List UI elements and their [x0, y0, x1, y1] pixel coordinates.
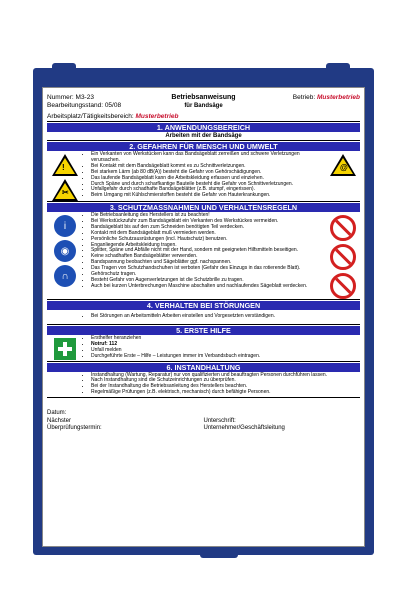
list-item: • Persönliche Schutzausrüstungen (incl. Hautschutz) benutzen. [91, 237, 326, 243]
wear-goggles-icon: ◉ [54, 240, 76, 262]
list-item: • Enganliegende Arbeitskleidung tragen. [91, 243, 326, 249]
company-label: Betrieb: [292, 94, 317, 101]
list-item: • Die Betriebsanleitung des Herstellers ist zu beachten! [91, 213, 326, 219]
list-item: • Bandspannung beobachten und Sägeblätter ggf. nachspannen. [91, 260, 326, 266]
document-number: Nummer: M3-23 [47, 94, 94, 101]
cut-hazard-icon: ✂ [52, 179, 78, 201]
section-6 [47, 372, 360, 399]
list-item: • Das laufende Bandsägeblatt kann die Arbeitskleidung erfassen und einziehen. [91, 176, 326, 182]
list-item: • Kontakt mit dem Bandsägeblatt muß vermieden werden. [91, 231, 326, 237]
review-date-label: Überprüfungstermin: [47, 425, 102, 432]
company-name: Musterbetrieb [317, 94, 360, 101]
signature-block [47, 410, 360, 433]
section-3 [47, 212, 360, 300]
list-item: • Notruf: 112 [91, 342, 360, 348]
document-subtitle: für Bandsäge [184, 103, 223, 109]
wear-hearing-protection-icon: ∩ [54, 265, 76, 287]
no-reaching-icon [330, 244, 356, 270]
read-manual-icon: i [54, 215, 76, 237]
entanglement-hazard-icon: @ [330, 154, 356, 176]
sheet-header [47, 94, 360, 110]
instruction-sheet [42, 87, 365, 547]
list-item: • Ersthelfer heranziehen [91, 336, 360, 342]
section-2 [47, 151, 360, 202]
list-item: • Bei Störungen an Arbeitsmitteln Arbeiten einstellen und Vorgesetzten verständigen. [91, 314, 360, 320]
list-item: • Bandsägeblatt bis auf den zum Schneiden benötigten Teil verdecken. [91, 225, 326, 231]
list-item: • Regelmäßige Prüfungen (z.B. elektrisch, mechanisch) durch befähigte Personen. [91, 390, 360, 396]
document-title: Betriebsanweisung [171, 94, 236, 101]
section-2-list [83, 152, 326, 199]
section-1-title: 1. ANWENDUNGSBEREICH [47, 123, 360, 132]
list-item: • Unfall melden [91, 348, 360, 354]
signature-label: Unterschrift: [203, 417, 236, 424]
no-gloves-icon [330, 215, 356, 241]
list-item: • Bei starkem Lärm (ab 80 dB(A)) besteht die Gefahr von Gehörschädigungen. [91, 170, 326, 176]
list-item: • Ein Verkanten von Werkstücken kann das Bandsägeblatt zerreißen und schwere Verletzungen verursachen. [91, 152, 326, 164]
revision-date: Bearbeitungsstand: 05/08 [47, 102, 122, 109]
workplace-name: Musterbetrieb [135, 113, 179, 120]
section-6-title: 6. INSTANDHALTUNG [47, 363, 360, 372]
section-4 [47, 310, 360, 325]
list-item: • Nach Instandhaltung sind die Schutzeinrichtungen zu überprüfen. [91, 378, 360, 384]
list-item: • Splitter, Späne und Abfälle nicht mit der Hand, sondern mit geeigneten Hilfsmitteln beseitigen. [91, 248, 326, 254]
first-aid-icon [54, 338, 76, 360]
frame-foot [200, 551, 238, 558]
section-2-title: 2. GEFAHREN FÜR MENSCH UND UMWELT [47, 142, 360, 151]
section-5-title: 5. ERSTE HILFE [47, 326, 360, 335]
list-item: • Auch bei kurzen Unterbrechungen Maschine abschalten und nachlaufendes Sägeblatt verdecken. [91, 284, 326, 290]
general-warning-icon: ! [52, 154, 78, 176]
list-item: • Durch Späne und durch scharfkantige Bauteile besteht die Gefahr von Schnittverletzungen. [91, 182, 326, 188]
next-label: Nächster [47, 417, 72, 424]
section-6-list [83, 373, 360, 397]
section-3-title: 3. SCHUTZMASSNAHMEN UND VERHALTENSREGELN [47, 203, 360, 212]
list-item: • Durchgeführte Erste – Hilfe – Leistungen immer im Verbandsbuch eintragen. [91, 354, 360, 360]
list-item: • Besteht Gefahr von Augenverletzungen ist die Schutzbrille zu tragen. [91, 278, 326, 284]
list-item: • Bei der Instandhaltung die Betriebsanleitung des Herstellers beachten. [91, 384, 360, 390]
section-4-list [83, 311, 360, 323]
list-item: • Das Tragen von Schutzhandschuhen ist verboten (Gefahr des Einzugs in das rotierende Blatt). [91, 266, 326, 272]
list-item: • Bei Werkstückzufuhr zum Bandsägeblatt ein Verkanten des Werkstückes vermeiden. [91, 219, 326, 225]
signatory-label: Unternehmer/Geschäftsleitung [203, 425, 285, 432]
list-item: • Keine schadhaften Bandsägeblätter verwenden. [91, 254, 326, 260]
section-3-list [83, 213, 326, 290]
date-label: Datum: [47, 410, 67, 417]
workplace-row [47, 113, 360, 122]
section-5 [47, 335, 360, 362]
list-item: • Unfallgefahr durch schadhafte Bandsägeblätter (z.B. stumpf, eingerissen). [91, 187, 326, 193]
list-item: • Beim Umgang mit Kühlschmierstoffen besteht die Gefahr von Hauterkrankungen. [91, 193, 326, 199]
section-5-list [83, 336, 360, 360]
list-item: • Gehörschutz tragen. [91, 272, 326, 278]
no-hand-removal-icon [330, 273, 356, 299]
section-1-subtitle: Arbeiten mit der Bandsäge [47, 132, 360, 141]
list-item: • Bei Kontakt mit dem Bandsägeblatt kommt es zu Schnittverletzungen. [91, 164, 326, 170]
workplace-label: Arbeitsplatz/Tätigkeitsbereich: [47, 113, 136, 120]
list-item: • Instandhaltung (Wartung, Reparatur) nur von qualifizierten und beauftragten Personen durchführen lassen. [91, 373, 360, 379]
section-4-title: 4. VERHALTEN BEI STÖRUNGEN [47, 301, 360, 310]
